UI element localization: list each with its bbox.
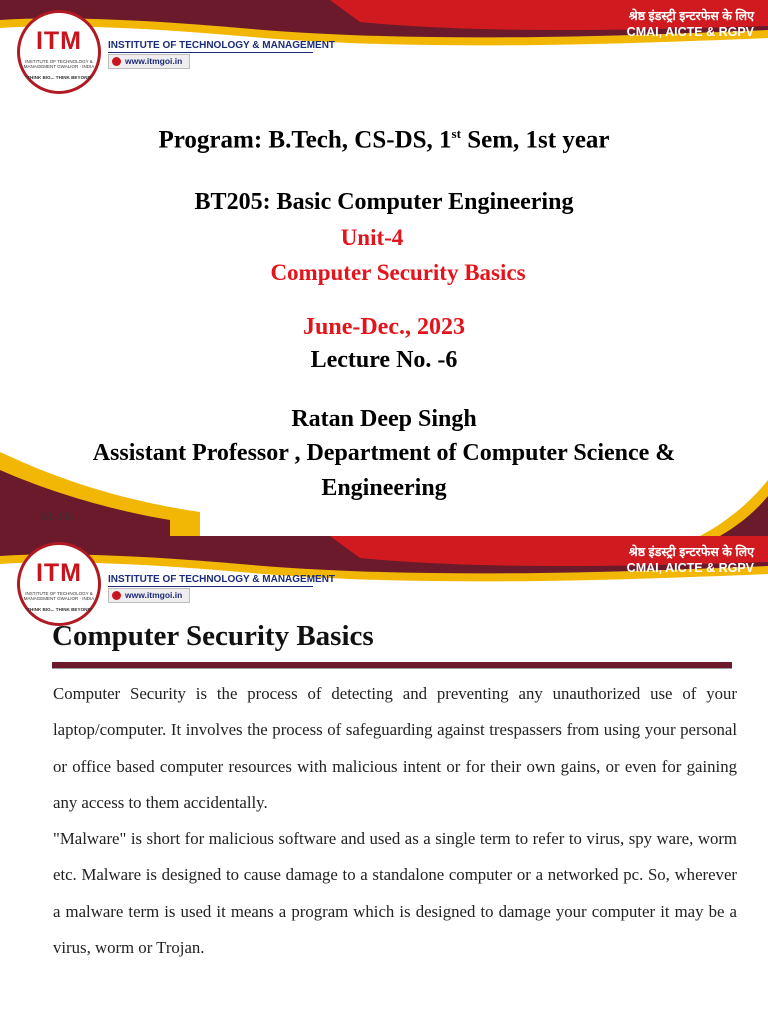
title-underline: [52, 662, 732, 669]
instructor-title-line1: Assistant Professor , Department of Computer Science &: [92, 440, 676, 466]
institute-name: INSTITUTE OF TECHNOLOGY & MANAGEMENT: [108, 574, 336, 585]
instructor-name: Ratan Deep Singh: [291, 406, 477, 432]
website-link[interactable]: www.itmgoi.in: [125, 590, 183, 600]
topic-title: Computer Security Basics: [270, 260, 526, 285]
program-prefix: Program: B.Tech, CS-DS, 1: [158, 126, 452, 154]
logo-subtext: INSTITUTE OF TECHNOLOGY & MANAGEMENT GWALIOR · INDIA: [23, 59, 95, 69]
instructor-title-line2: Engineering: [321, 475, 447, 501]
course-code-footer: BT-205: [40, 511, 74, 523]
award-line-3: द्वारा पुरस्कृत: [697, 41, 754, 55]
logo-tagline: "THINK BIG... THINK BEYOND": [25, 75, 93, 80]
paragraph-computer-security: Computer Security is the process of detecting and preventing any unauthorized use of your laptop/computer. It involves the process of safeguarding against trespassers from using your personal or office based computer resources with malicious intent or for their own gains, or even for gaining any access to them accidentally.: [53, 684, 737, 812]
session-label: June-Dec., 2023: [303, 314, 465, 340]
logo-tagline: "THINK BIG... THINK BEYOND": [25, 607, 93, 612]
program-sup: st: [451, 126, 461, 141]
slide-body: [53, 676, 737, 966]
lecture-number: Lecture No. -6: [310, 347, 458, 373]
institute-divider: [108, 586, 313, 587]
award-line-3: द्वारा पुरस्कृत: [697, 577, 754, 591]
logo-text: ITM: [35, 27, 83, 55]
award-line-1: श्रेष्ठ इंडस्ट्री इन्टरफेस के लिए: [628, 545, 754, 559]
page-number: 1: [745, 516, 751, 528]
globe-icon: [112, 591, 121, 600]
program-suffix: Sem, 1st year: [460, 126, 610, 154]
unit-label: Unit-4: [340, 225, 404, 250]
award-line-2: CMAI, AICTE & RGPV: [626, 25, 754, 39]
award-text: [627, 544, 754, 592]
institute-name: INSTITUTE OF TECHNOLOGY & MANAGEMENT: [108, 40, 336, 51]
award-line-2: CMAI, AICTE & RGPV: [626, 561, 754, 575]
logo-subtext: INSTITUTE OF TECHNOLOGY & MANAGEMENT GWALIOR · INDIA: [23, 591, 95, 601]
slide-title: Computer Security Basics: [52, 620, 374, 652]
content-slide: [0, 536, 768, 1024]
paragraph-malware: "Malware" is short for malicious software and used as a single term to refer to virus, spy ware, worm etc. Malware is designed to cause damage to a standalone computer or a networked pc. So, wherever a malware term is used it means a program which is designed to damage your computer it may be a virus, worm or Trojan.: [53, 829, 737, 958]
award-line-1: श्रेष्ठ इंडस्ट्री इन्टरफेस के लिए: [628, 9, 754, 23]
course-title: BT205: Basic Computer Engineering: [194, 189, 574, 215]
itm-logo: [17, 542, 101, 626]
logo-text: ITM: [35, 559, 83, 587]
website-link[interactable]: www.itmgoi.in: [125, 56, 183, 66]
website-badge[interactable]: [108, 588, 190, 603]
